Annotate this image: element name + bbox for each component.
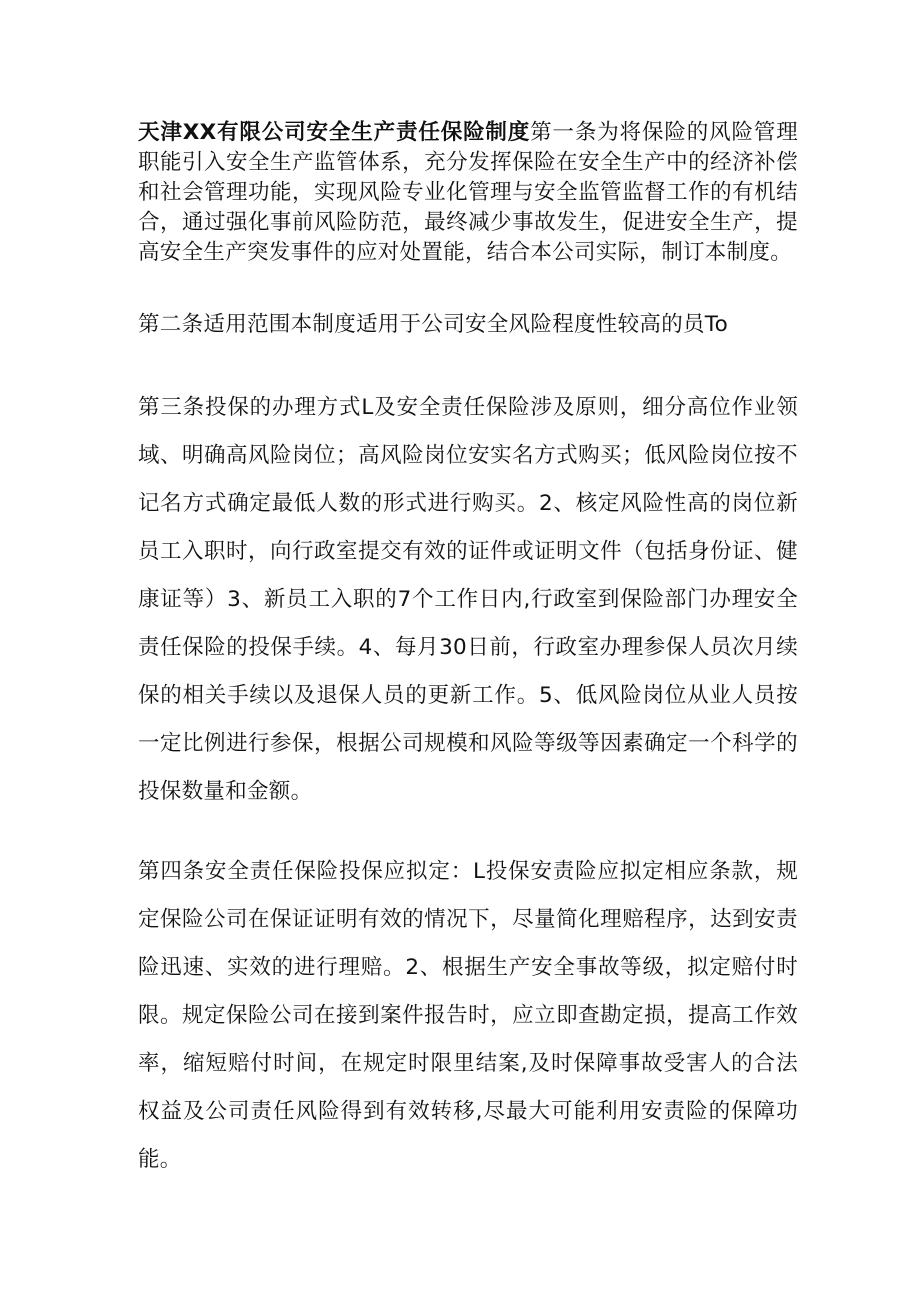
paragraph-article-2: 第二条适用范围本制度适用于公司安全风险程度性较高的员To [138, 312, 729, 337]
document-body [138, 118, 798, 1184]
paragraph-article-3: 第三条投保的办理方式L及安全责任保险涉及原则，细分高位作业领域、明确高风险岗位；高风险岗位安实名方式购买；低风险岗位按不记名方式确定最低人数的形式进行购买。2、核定风险性高的岗位新员工入职时，向行政室提交有效的证件或证明文件（包括身份证、健康证等）3、新员工入职的7个工作日内,行政室到保险部门办理安全责任保险的投保手续。4、每月30日前，行政室办理参保人员次月续保的相关手续以及退保人员的更新工作。5、低风险岗位从业人员按一定比例进行参保，根据公司规模和风险等级等因素确定一个科学的投保数量和金额。 [138, 395, 798, 804]
article-1-text: 第一条为将保险的风险管理职能引入安全生产监管体系，充分发挥保险在安全生产中的经济补偿和社会管理功能，实现风险专业化管理与安全监管监督工作的有机结合，通过强化事前风险防范，最终减少事故发生，促进安全生产，提高安全生产突发事件的应对处置能，结合本公司实际，制订本制度。 [138, 120, 798, 265]
document-title: 天津XX有限公司安全生产责任保险制度 [138, 120, 531, 145]
paragraph-article-4: 第四条安全责任保险投保应拟定：L投保安责险应拟定相应条款，规定保险公司在保证证明有效的情况下，尽量简化理赔程序，达到安责险迅速、实效的进行理赔。2、根据生产安全事故等级，拟定赔付时限。规定保险公司在接到案件报告时，应立即查勘定损，提高工作效率，缩短赔付时间，在规定时限里结案,及时保障事故受害人的合法权益及公司责任风险得到有效转移,尽最大可能利用安责险的保障功能。 [138, 859, 798, 1172]
paragraph-article-1 [138, 118, 798, 268]
